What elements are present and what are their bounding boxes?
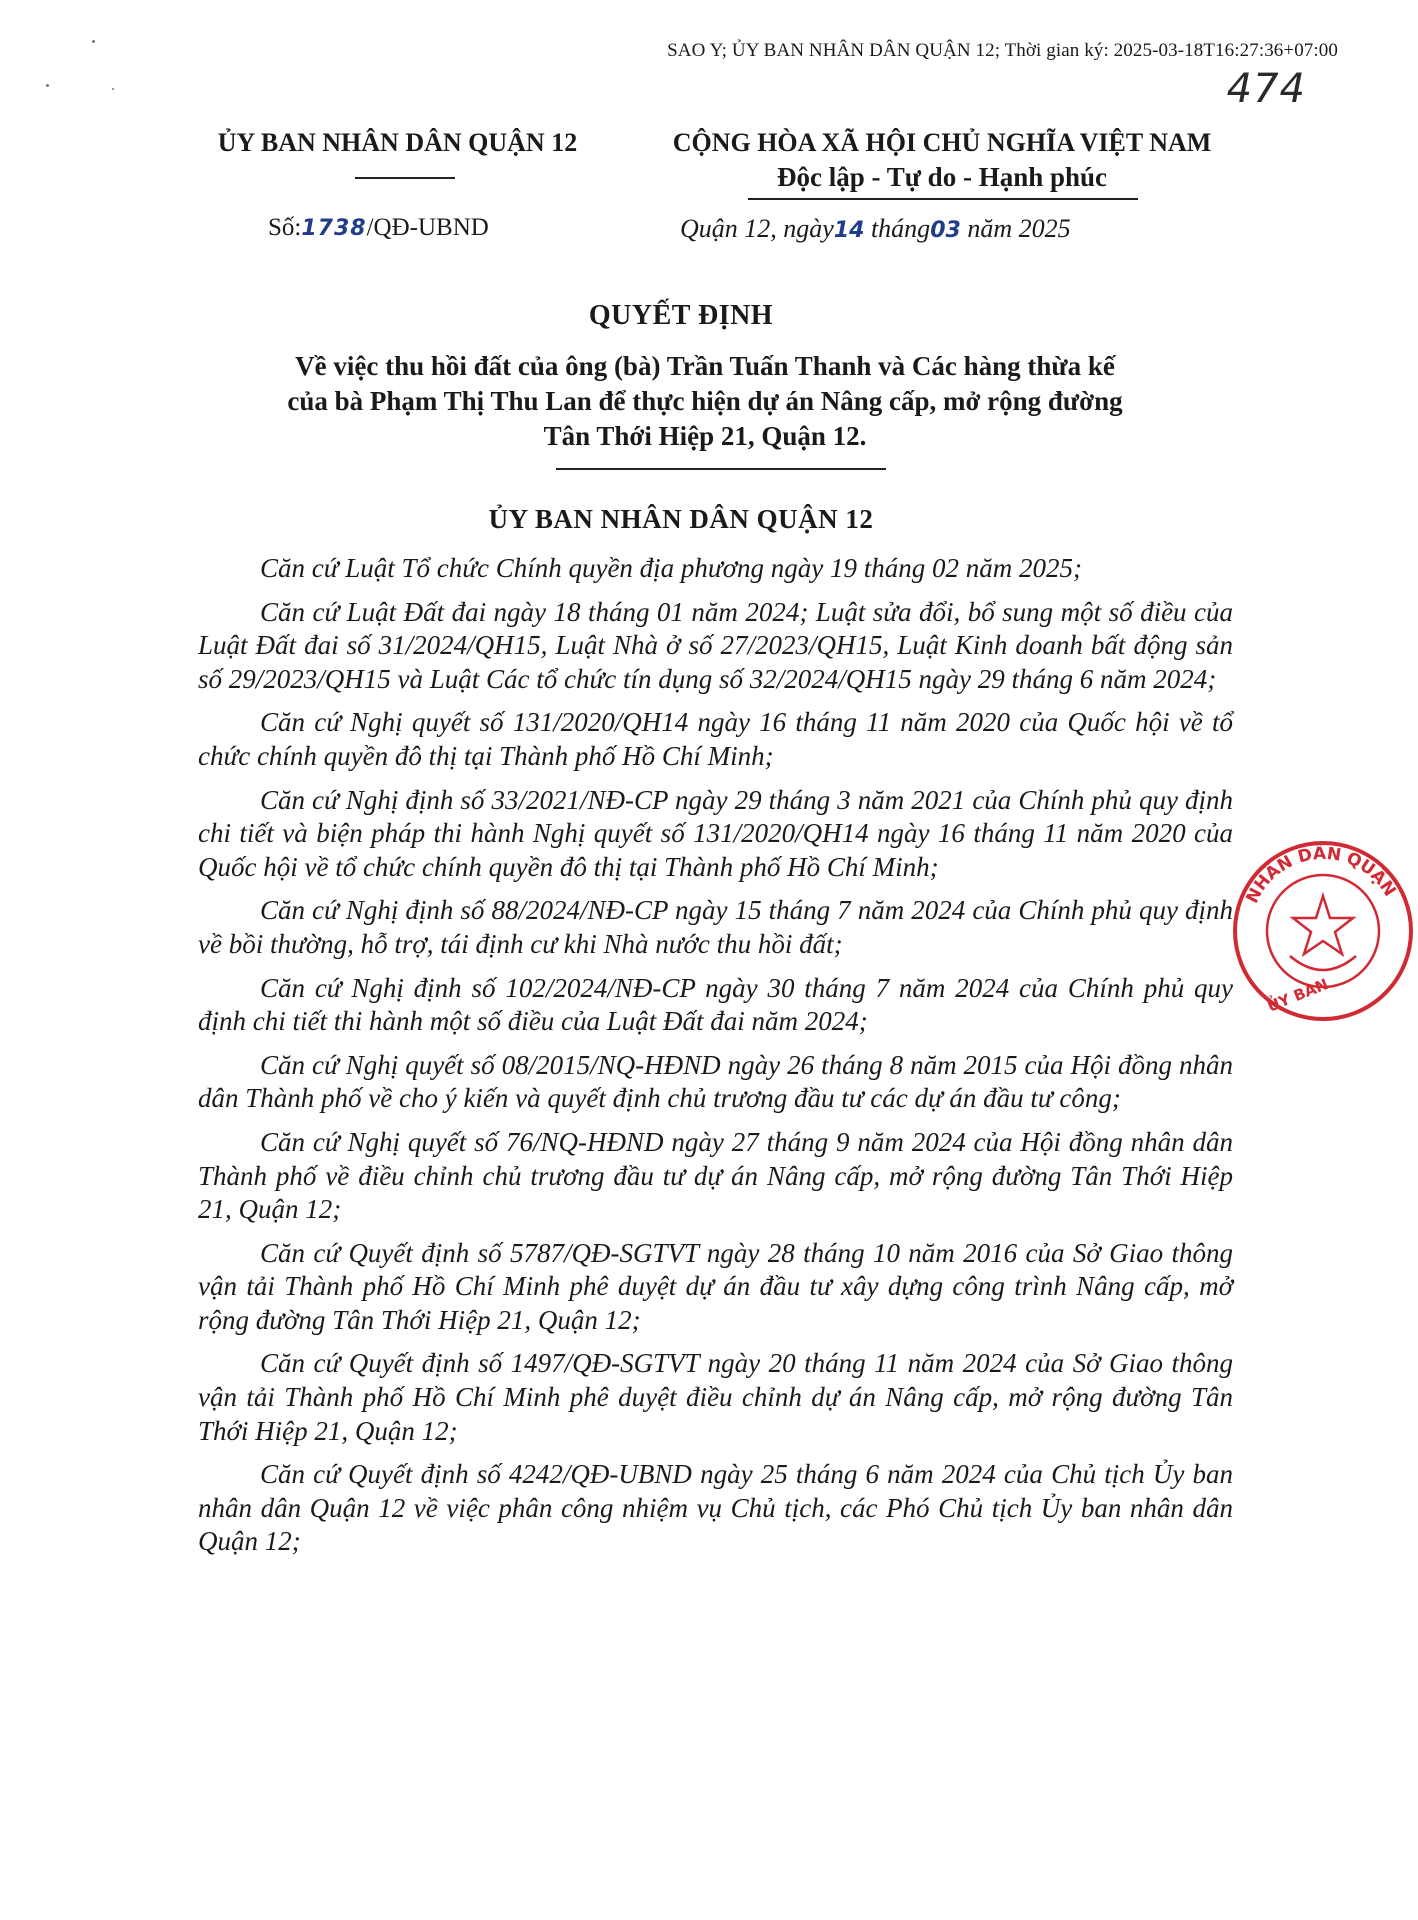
legal-basis-item: Căn cứ Nghị quyết số 131/2020/QH14 ngày 16 tháng 11 năm 2020 của Quốc hội về tổ chức chính quyền đô thị tại Thành phố Hồ Chí Minh; <box>198 707 1233 771</box>
scan-speck <box>112 88 114 90</box>
legal-bases <box>198 552 1233 1569</box>
issuing-authority-heading: ỦY BAN NHÂN DÂN QUẬN 12 <box>488 504 874 534</box>
document-type-title: QUYẾT ĐỊNH <box>588 300 774 331</box>
date-mid: tháng <box>864 214 931 243</box>
legal-basis-item: Căn cứ Quyết định số 1497/QĐ-SGTVT ngày 20 tháng 11 năm 2024 của Sở Giao thông vận tải Thành phố Hồ Chí Minh phê duyệt điều chỉnh dự án Nâng cấp, mở rộng đường Tân Thới Hiệp 21, Quận 12; <box>198 1348 1233 1446</box>
subject-line: của bà Phạm Thị Thu Lan để thực hiện dự án Nâng cấp, mở rộng đường <box>287 386 1123 416</box>
date-prefix: Quận 12, ngày <box>680 214 834 243</box>
seal-text-bottom: ỦY BAN <box>1264 975 1331 1016</box>
legal-basis-item: Căn cứ Nghị định số 102/2024/NĐ-CP ngày 30 tháng 7 năm 2024 của Chính phủ quy định chi tiết thi hành một số điều của Luật Đất đai năm 2024; <box>198 972 1233 1037</box>
legal-basis-item: Căn cứ Nghị quyết số 08/2015/NQ-HĐND ngày 26 tháng 8 năm 2015 của Hội đồng nhân dân Thành phố về cho ý kiến và quyết định chủ trương đầu tư các dự án đầu tư công; <box>198 1049 1233 1114</box>
date-day-handwritten: 14 <box>833 218 865 243</box>
national-motto: Độc lập - Tự do - Hạnh phúc <box>776 162 1108 192</box>
subject-underline <box>556 468 886 470</box>
seal-text-left: NHÂN DÂN <box>1242 843 1343 907</box>
handwritten-page-number: 474 <box>1226 66 1306 112</box>
legal-basis-item: Căn cứ Quyết định số 4242/QĐ-UBND ngày 25 tháng 6 năm 2024 của Chủ tịch Ủy ban nhân dân Quận 12 về việc phân công nhiệm vụ Chủ tịch, các Phó Chủ tịch Ủy ban nhân dân Quận 12; <box>198 1459 1233 1557</box>
date-suffix: năm 2025 <box>960 214 1071 243</box>
document-subject <box>205 349 1205 454</box>
motto-underline <box>748 198 1138 200</box>
issuing-organization: ỦY BAN NHÂN DÂN QUẬN 12 <box>217 128 578 157</box>
scan-speck <box>92 40 95 43</box>
document-number <box>268 214 489 242</box>
national-title: CỘNG HÒA XÃ HỘI CHỦ NGHĨA VIỆT NAM <box>672 128 1212 157</box>
legal-basis-item: Căn cứ Quyết định số 5787/QĐ-SGTVT ngày 28 tháng 10 năm 2016 của Sở Giao thông vận tải Thành phố Hồ Chí Minh phê duyệt dự án đầu tư xây dựng công trình Nâng cấp, mở rộng đường Tân Thới Hiệp 21, Quận 12; <box>198 1237 1233 1335</box>
doc-no-handwritten: 1738 <box>301 216 367 241</box>
org-underline <box>355 177 455 179</box>
date-month-handwritten: 03 <box>930 218 961 243</box>
copy-certification: SAO Y; ỦY BAN NHÂN DÂN QUẬN 12; Thời gian ký: 2025-03-18T16:27:36+07:00 <box>667 40 1338 61</box>
place-date <box>680 214 1071 244</box>
subject-line: Về việc thu hồi đất của ông (bà) Trần Tuấn Thanh và Các hàng thừa kế <box>295 351 1115 381</box>
legal-basis-item: Căn cứ Nghị định số 88/2024/NĐ-CP ngày 15 tháng 7 năm 2024 của Chính phủ quy định về bồi thường, hỗ trợ, tái định cư khi Nhà nước thu hồi đất; <box>198 895 1233 959</box>
seal-gear-arc <box>1290 956 1356 970</box>
doc-no-prefix: Số: <box>268 214 302 241</box>
seal-star-icon <box>1293 896 1353 954</box>
official-seal <box>1228 836 1418 1026</box>
doc-no-suffix: /QĐ-UBND <box>366 214 489 241</box>
seal-text-top: QUẬN <box>1343 848 1400 901</box>
scan-speck <box>46 84 49 87</box>
legal-basis-item: Căn cứ Nghị quyết số 76/NQ-HĐND ngày 27 tháng 9 năm 2024 của Hội đồng nhân dân Thành phố về điều chỉnh chủ trương đầu tư dự án Nâng cấp, mở rộng đường Tân Thới Hiệp 21, Quận 12; <box>198 1126 1233 1225</box>
legal-basis-item: Căn cứ Nghị định số 33/2021/NĐ-CP ngày 29 tháng 3 năm 2021 của Chính phủ quy định chi tiết và biện pháp thi hành Nghị quyết số 131/2020/QH14 ngày 16 tháng 11 năm 2020 của Quốc hội về tổ chức chính quyền đô thị tại Thành phố Hồ Chí Minh; <box>198 784 1233 882</box>
subject-line: Tân Thới Hiệp 21, Quận 12. <box>543 421 867 451</box>
legal-basis-item: Căn cứ Luật Tổ chức Chính quyền địa phương ngày 19 tháng 02 năm 2025; <box>260 553 1083 583</box>
legal-basis-item: Căn cứ Luật Đất đai ngày 18 tháng 01 năm 2024; Luật sửa đổi, bổ sung một số điều của Luật Đất đai số 31/2024/QH15, Luật Nhà ở số 27/2023/QH15, Luật Kinh doanh bất động sản số 29/2023/QH15 và Luật Các tổ chức tín dụng số 32/2024/QH15 ngày 29 tháng 6 năm 2024; <box>198 596 1233 694</box>
